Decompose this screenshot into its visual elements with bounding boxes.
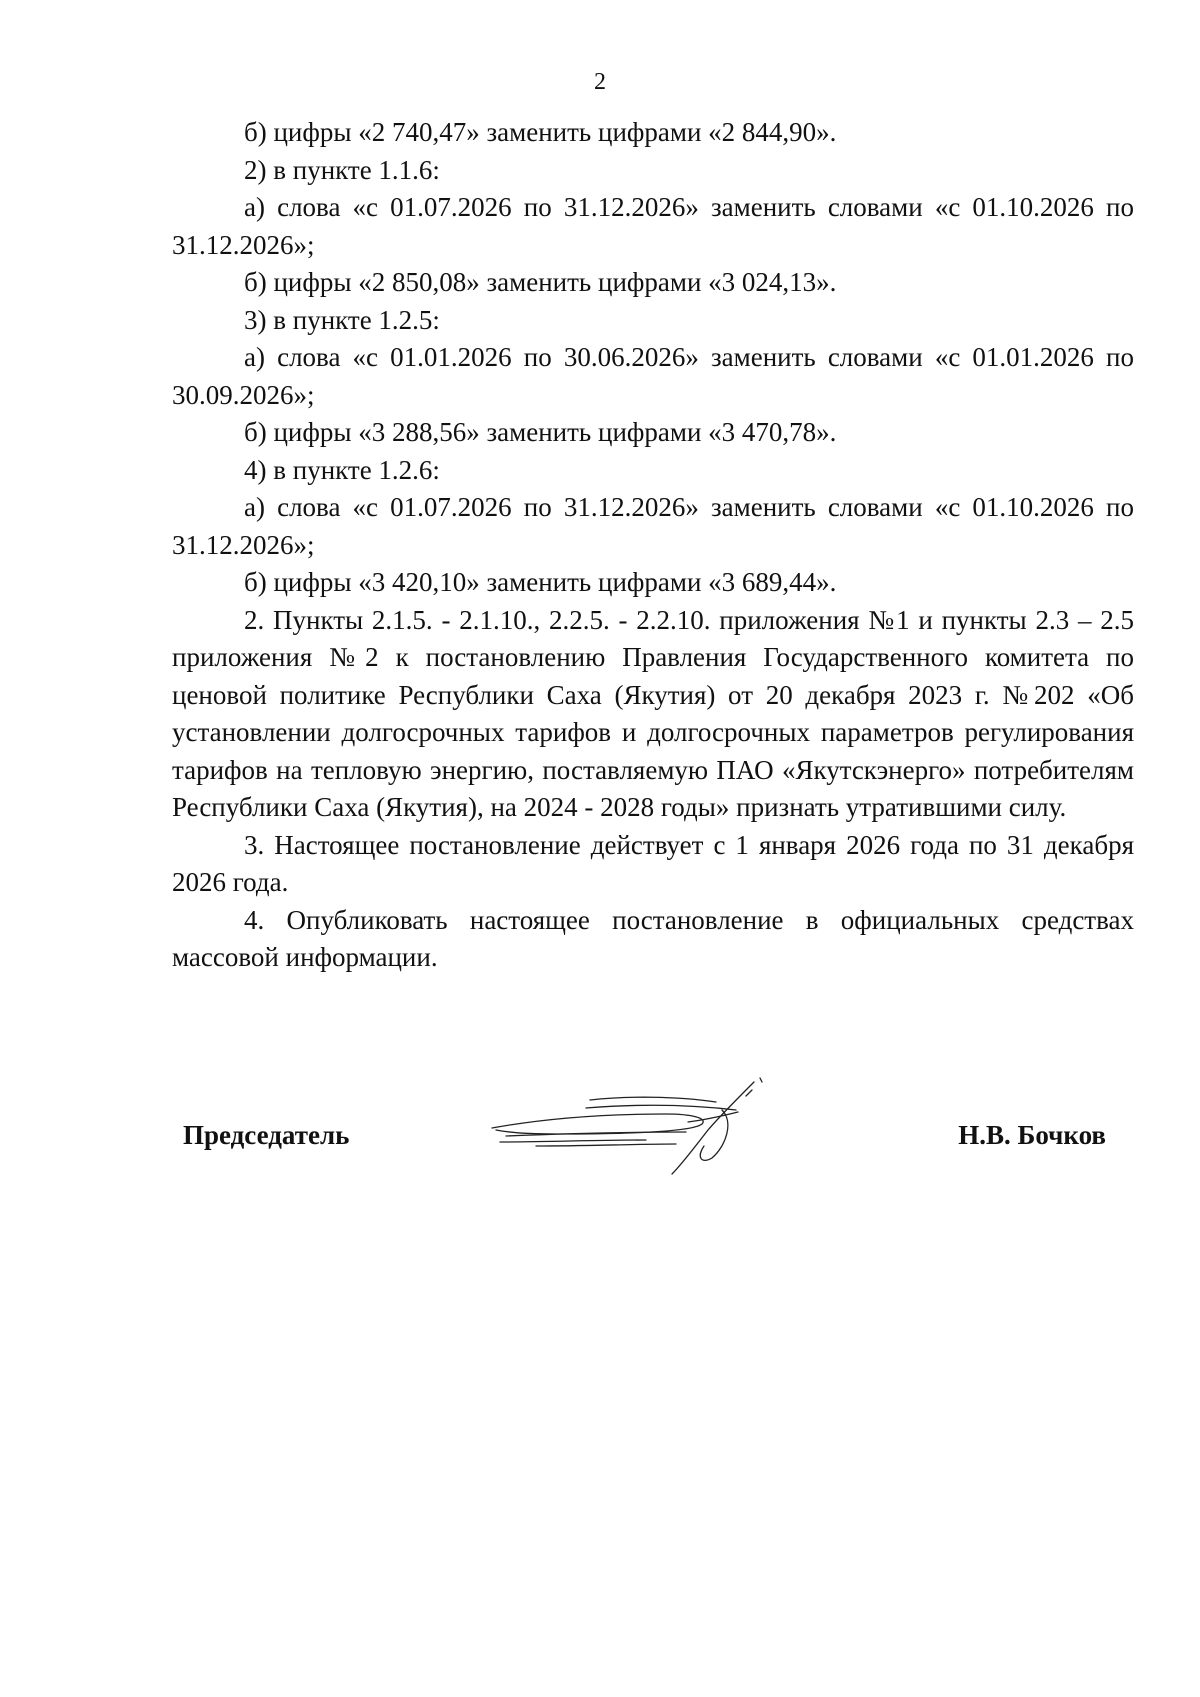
signatory-name: Н.В. Бочков (958, 1120, 1106, 1150)
paragraph: б) цифры «2 850,08» заменить цифрами «3 024,13». (244, 267, 837, 297)
paragraph: а) слова «с 01.07.2026 по 31.12.2026» заменить словами «с 01.10.2026 по 31.12.2026»; (172, 492, 1134, 560)
paragraph: а) слова «с 01.07.2026 по 31.12.2026» заменить словами «с 01.10.2026 по 31.12.2026»; (172, 192, 1134, 260)
paragraph: 3. Настоящее постановление действует с 1 января 2026 года по 31 декабря 2026 года. (172, 829, 1134, 897)
handwritten-signature-icon (476, 1076, 796, 1176)
page-number: 2 (594, 69, 606, 95)
paragraph: а) слова «с 01.01.2026 по 30.06.2026» заменить словами «с 01.01.2026 по 30.09.2026»; (172, 342, 1134, 410)
signature-block (0, 1076, 1200, 1176)
paragraph: 2. Пункты 2.1.5. - 2.1.10., 2.2.5. - 2.2.10. приложения №1 и пункты 2.3 – 2.5 приложения №2 к постановлению Правления Государственного комитета по ценовой политике Республики Саха (Якутия) от 20 декабря 2023 г. №202 «Об установлении долгосрочных тарифов и долгосрочных параметров регулирования тарифов на тепловую энергию, поставляемую ПАО «Якутскэнерго» потребителям Республики Саха (Якутия), на 2024 - 2028 годы» признать утратившими силу. (172, 604, 1134, 822)
paragraph: 3) в пункте 1.2.5: (244, 304, 440, 335)
paragraph: б) цифры «2 740,47» заменить цифрами «2 844,90». (244, 117, 837, 147)
paragraph: 4) в пункте 1.2.6: (244, 454, 440, 485)
document-body (172, 114, 1134, 977)
signatory-title: Председатель (183, 1120, 350, 1150)
paragraph: б) цифры «3 420,10» заменить цифрами «3 689,44». (244, 567, 837, 597)
paragraph: б) цифры «3 288,56» заменить цифрами «3 470,78». (244, 417, 837, 447)
paragraph: 4. Опубликовать настоящее постановление в официальных средствах массовой информации. (172, 904, 1134, 972)
paragraph: 2) в пункте 1.1.6: (244, 154, 440, 185)
